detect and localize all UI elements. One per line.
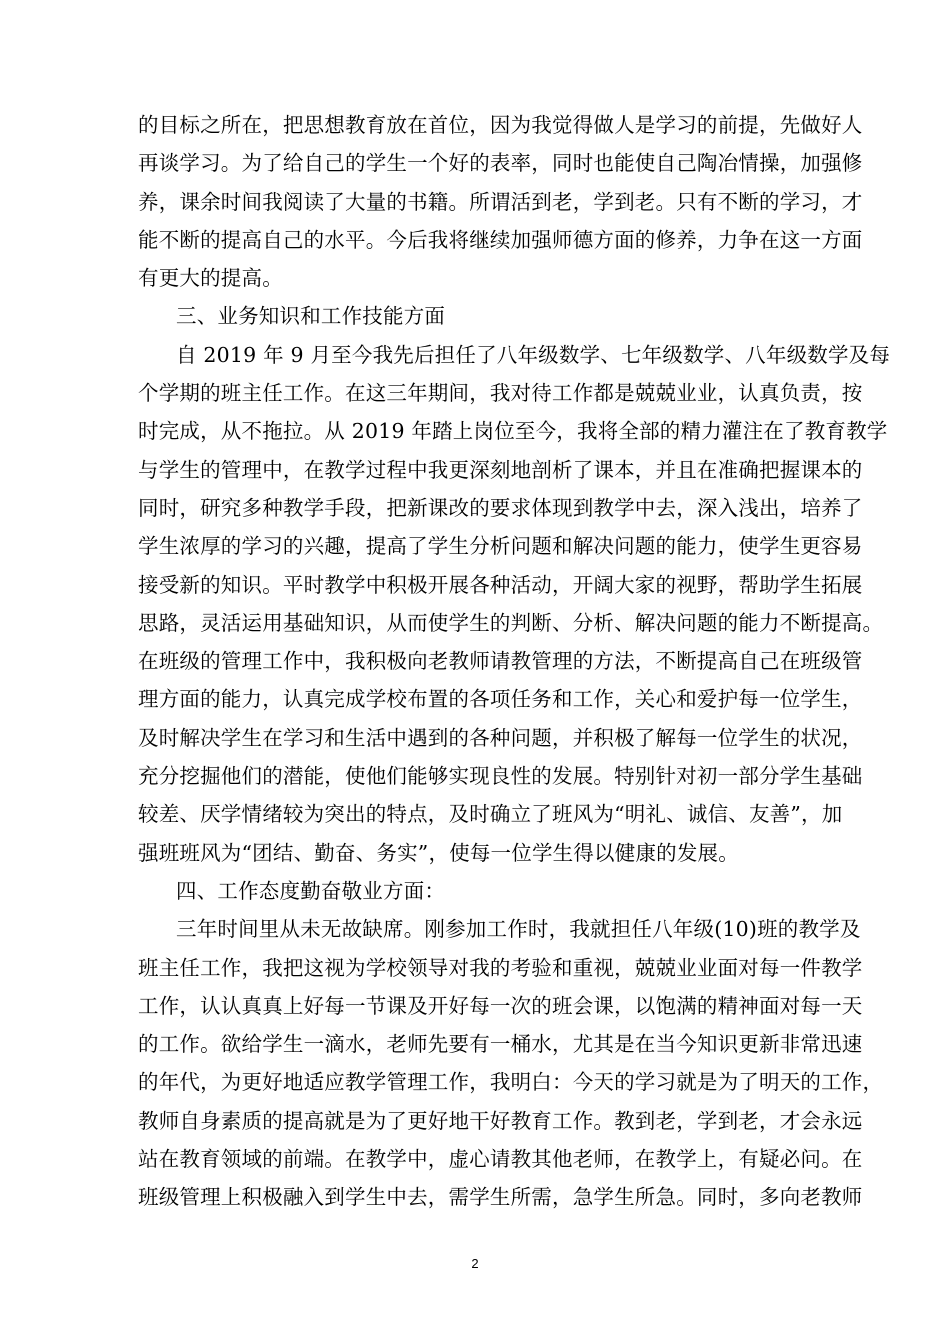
text-line: 的目标之所在，把思想教育放在首位，因为我觉得做人是学习的前提，先做好人 — [138, 113, 863, 137]
text-line: 同时，研究多种教学手段，把新课改的要求体现到教学中去，深入浅出，培养了 — [138, 495, 863, 520]
text-line: 与学生的管理中，在教学过程中我更深刻地剖析了课本，并且在准确把握课本的 — [138, 457, 863, 482]
text-line: 班主任工作，我把这视为学校领导对我的考验和重视，兢兢业业面对每一件教学 — [138, 955, 863, 980]
text-line: 再谈学习。为了给自己的学生一个好的表率，同时也能使自己陶冶情操，加强修 — [138, 151, 863, 176]
section-heading: 三、业务知识和工作技能方面 — [176, 304, 446, 329]
text-line: 有更大的提高。 — [138, 266, 283, 291]
text-line: 及时解决学生在学习和生活中遇到的各种问题，并积极了解每一位学生的状况， — [138, 725, 863, 750]
page-number: 2 — [471, 1256, 479, 1271]
text-line: 教师自身素质的提高就是为了更好地干好教育工作。教到老，学到老，才会永远 — [138, 1108, 863, 1133]
section-heading: 四、工作态度勤奋敬业方面： — [176, 878, 446, 903]
text-line: 理方面的能力，认真完成学校布置的各项任务和工作，关心和爱护每一位学生， — [138, 687, 863, 712]
text-line: 工作，认认真真上好每一节课及开好每一次的班会课，以饱满的精神面对每一天 — [138, 993, 863, 1018]
text-line: 接受新的知识。平时教学中积极开展各种活动，开阔大家的视野，帮助学生拓展 — [138, 572, 863, 597]
text-line: 在班级的管理工作中，我积极向老教师请教管理的方法，不断提高自己在班级管 — [138, 649, 863, 674]
text-line: 充分挖掘他们的潜能，使他们能够实现良性的发展。特别针对初一部分学生基础 — [138, 764, 863, 789]
text-line: 思路，灵活运用基础知识，从而使学生的判断、分析、解决问题的能力不断提高。 — [138, 610, 884, 635]
text-line: 养，课余时间我阅读了大量的书籍。所谓活到老，学到老。只有不断的学习，才 — [138, 189, 863, 214]
text-line: 三年时间里从未无故缺席。刚参加工作时，我就担任八年级(10)班的教学及 — [176, 917, 861, 942]
text-line: 班级管理上积极融入到学生中去，需学生所需，急学生所急。同时，多向老教师 — [138, 1185, 863, 1210]
text-line: 站在教育领域的前端。在教学中，虚心请教其他老师，在教学上，有疑必问。在 — [138, 1147, 863, 1172]
text-line: 时完成，从不拖拉。从 2019 年踏上岗位至今，我将全部的精力灌注在了教育教学 — [138, 419, 888, 444]
text-line: 个学期的班主任工作。在这三年期间，我对待工作都是兢兢业业，认真负责，按 — [138, 381, 863, 406]
text-line: 的年代，为更好地适应教学管理工作，我明白：今天的学习就是为了明天的工作， — [138, 1070, 884, 1095]
text-line: 能不断的提高自己的水平。今后我将继续加强师德方面的修养，力争在这一方面 — [138, 227, 863, 252]
document-body — [138, 106, 891, 1217]
text-line: 自 2019 年 9 月至今我先后担任了八年级数学、七年级数学、八年级数学及每 — [176, 342, 891, 367]
text-line: 的工作。欲给学生一滴水，老师先要有一桶水，尤其是在当今知识更新非常迅速 — [138, 1032, 863, 1057]
text-line: 学生浓厚的学习的兴趣，提高了学生分析问题和解决问题的能力，使学生更容易 — [138, 534, 863, 559]
text-line: 较差、厌学情绪较为突出的特点，及时确立了班风为“明礼、诚信、友善”，加 — [138, 802, 843, 827]
text-line: 强班班风为“团结、勤奋、务实”，使每一位学生得以健康的发展。 — [138, 840, 739, 865]
